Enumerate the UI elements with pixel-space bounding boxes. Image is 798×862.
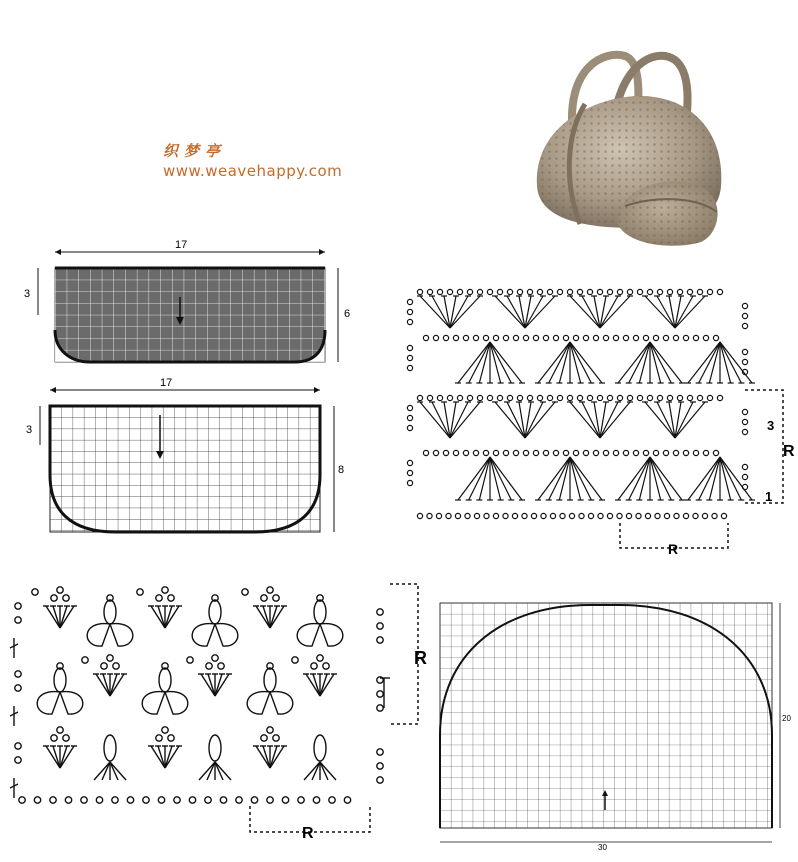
clover-stitch-chart xyxy=(0,578,440,840)
chain-stitch xyxy=(473,335,478,340)
chain-stitch xyxy=(112,797,118,803)
chain-stitch xyxy=(683,335,688,340)
chain-stitch xyxy=(543,335,548,340)
chain-stitch xyxy=(647,395,652,400)
chain-stitch xyxy=(292,657,298,663)
chain-stitch xyxy=(168,735,174,741)
chain-stitch xyxy=(437,289,442,294)
chain-stitch xyxy=(15,603,21,609)
chain-stitch xyxy=(497,395,502,400)
chain-stitch xyxy=(537,395,542,400)
chain-stitch xyxy=(19,797,25,803)
chain-stitch xyxy=(721,513,726,518)
chain-stitch xyxy=(63,735,69,741)
chain-stitch xyxy=(205,797,211,803)
chain-stitch xyxy=(483,450,488,455)
chain-stitch xyxy=(417,289,422,294)
chain-stitch xyxy=(507,395,512,400)
chain-stitch xyxy=(636,513,641,518)
chain-stitch xyxy=(527,289,532,294)
chain-stitch xyxy=(34,797,40,803)
chain-stitch xyxy=(588,513,593,518)
chain-stitch xyxy=(541,513,546,518)
chain-stitch xyxy=(503,450,508,455)
chain-stitch xyxy=(563,450,568,455)
chain-stitch xyxy=(261,735,267,741)
chain-stitch xyxy=(212,655,218,661)
chain-stitch xyxy=(717,395,722,400)
chain-stitch xyxy=(32,589,38,595)
treble-stitch xyxy=(650,457,671,500)
chain-stitch xyxy=(677,395,682,400)
chain-stitch xyxy=(463,335,468,340)
clover-petal xyxy=(314,600,326,624)
clover-petal xyxy=(264,668,276,692)
chain-stitch xyxy=(677,289,682,294)
chain-stitch xyxy=(693,335,698,340)
chain-stitch xyxy=(607,395,612,400)
chain-stitch xyxy=(493,335,498,340)
rows-bottom-label: 1 xyxy=(765,489,773,504)
chain-stitch xyxy=(447,395,452,400)
chain-stitch xyxy=(487,289,492,294)
chain-stitch xyxy=(577,289,582,294)
chain-stitch xyxy=(467,395,472,400)
width-dimension xyxy=(55,249,325,255)
chain-stitch xyxy=(623,450,628,455)
chain-stitch xyxy=(317,655,323,661)
chain-stitch xyxy=(427,395,432,400)
chain-stitch xyxy=(517,289,522,294)
chain-stitch xyxy=(267,797,273,803)
chain-stitch xyxy=(523,335,528,340)
chain-stitch xyxy=(446,513,451,518)
chain-stitch xyxy=(713,335,718,340)
chain-stitch xyxy=(587,395,592,400)
chain-stitch xyxy=(655,513,660,518)
chain-stitch xyxy=(474,513,479,518)
chain-stitch xyxy=(653,450,658,455)
chain-stitch xyxy=(57,727,63,733)
chain-stitch xyxy=(527,395,532,400)
chain-stitch xyxy=(687,395,692,400)
chain-stitch xyxy=(57,587,63,593)
flap-right-dimension: 6 xyxy=(344,308,351,320)
clover-repeat-label-bottom: R xyxy=(302,825,314,840)
flap-chart xyxy=(20,235,360,370)
chain-stitch xyxy=(417,395,422,400)
bag-width-label: 30 xyxy=(598,843,607,852)
treble-stitch xyxy=(650,342,671,383)
chain-stitch xyxy=(15,671,21,677)
chain-stitch xyxy=(377,777,383,783)
chain-stitch xyxy=(282,797,288,803)
chain-stitch xyxy=(162,727,168,733)
chain-stitch xyxy=(573,335,578,340)
chain-stitch xyxy=(583,450,588,455)
treble-stitch xyxy=(720,457,741,500)
chain-stitch xyxy=(377,637,383,643)
clover-repeat-label-side: R xyxy=(414,648,427,668)
chain-stitch xyxy=(550,513,555,518)
chain-stitch xyxy=(493,450,498,455)
chain-stitch xyxy=(702,513,707,518)
clover-petal xyxy=(54,668,66,692)
chain-stitch xyxy=(569,513,574,518)
pouch-right-dimension: 8 xyxy=(338,464,345,476)
chain-stitch xyxy=(517,395,522,400)
chain-stitch xyxy=(377,749,383,755)
chain-stitch xyxy=(637,395,642,400)
chain-stitch xyxy=(603,335,608,340)
chain-stitch xyxy=(423,335,428,340)
chain-stitch xyxy=(107,655,113,661)
chain-stitch xyxy=(647,289,652,294)
chain-stitch xyxy=(560,513,565,518)
chain-stitch xyxy=(96,797,102,803)
chain-stitch xyxy=(267,727,273,733)
chain-stitch xyxy=(683,513,688,518)
chain-stitch xyxy=(547,289,552,294)
chain-stitch xyxy=(187,657,193,663)
chain-stitch xyxy=(497,289,502,294)
chain-stitch xyxy=(643,450,648,455)
chain-stitch xyxy=(189,797,195,803)
chain-stitch xyxy=(487,395,492,400)
chain-stitch xyxy=(693,450,698,455)
chain-stitch xyxy=(673,335,678,340)
treble-stitch xyxy=(469,457,490,500)
chain-stitch xyxy=(703,450,708,455)
chain-stitch xyxy=(507,289,512,294)
chain-stitch xyxy=(683,450,688,455)
treble-stitch xyxy=(549,457,570,500)
chain-stitch xyxy=(427,289,432,294)
chain-stitch xyxy=(15,617,21,623)
chain-stitch xyxy=(613,450,618,455)
chain-stitch xyxy=(477,395,482,400)
treble-stitch xyxy=(549,342,570,383)
chain-stitch xyxy=(503,335,508,340)
chain-stitch xyxy=(273,735,279,741)
chain-stitch xyxy=(707,289,712,294)
chain-stitch xyxy=(627,395,632,400)
treble-stitch xyxy=(570,457,591,500)
chain-stitch xyxy=(473,450,478,455)
chain-stitch xyxy=(579,513,584,518)
chain-stitch xyxy=(453,450,458,455)
chain-stitch xyxy=(557,289,562,294)
chain-stitch xyxy=(267,587,273,593)
chain-stitch xyxy=(251,797,257,803)
chain-stitch xyxy=(617,289,622,294)
clover-petal xyxy=(159,668,171,692)
treble-stitch xyxy=(720,342,741,383)
chain-stitch xyxy=(467,289,472,294)
chain-stitch xyxy=(447,289,452,294)
chain-stitch xyxy=(493,513,498,518)
chain-stitch xyxy=(667,395,672,400)
chain-stitch xyxy=(101,663,107,669)
chain-stitch xyxy=(587,289,592,294)
pouch-left-dimension: 3 xyxy=(26,424,33,436)
chain-stitch xyxy=(664,513,669,518)
knitted-handbag-photo xyxy=(525,36,771,266)
chain-stitch xyxy=(663,450,668,455)
chain-stitch xyxy=(617,395,622,400)
chain-stitch xyxy=(453,335,458,340)
chain-stitch xyxy=(82,657,88,663)
treble-stitch xyxy=(629,342,650,383)
chain-stitch xyxy=(443,450,448,455)
chain-stitch xyxy=(593,450,598,455)
chain-stitch xyxy=(218,663,224,669)
chain-stitch xyxy=(713,450,718,455)
chain-stitch xyxy=(613,335,618,340)
flap-left-dimension: 3 xyxy=(24,288,31,300)
chain-stitch xyxy=(513,335,518,340)
chain-stitch xyxy=(617,513,622,518)
chain-stitch xyxy=(693,513,698,518)
treble-stitch xyxy=(699,457,720,500)
chain-stitch xyxy=(377,609,383,615)
chain-stitch xyxy=(15,743,21,749)
chain-stitch xyxy=(687,289,692,294)
chain-stitch xyxy=(15,685,21,691)
chain-stitch xyxy=(220,797,226,803)
chain-stitch xyxy=(51,735,57,741)
chain-stitch xyxy=(433,450,438,455)
chain-stitch xyxy=(156,595,162,601)
chain-stitch xyxy=(156,735,162,741)
chain-stitch xyxy=(477,289,482,294)
chain-stitch xyxy=(623,335,628,340)
chain-stitch xyxy=(81,797,87,803)
chain-stitch xyxy=(653,335,658,340)
brand-chinese-name: 织梦亭 xyxy=(163,142,227,160)
chain-stitch xyxy=(697,395,702,400)
chain-stitch xyxy=(206,663,212,669)
chain-stitch xyxy=(313,797,319,803)
chain-stitch xyxy=(657,395,662,400)
chain-stitch xyxy=(513,450,518,455)
chain-stitch xyxy=(377,623,383,629)
chain-stitch xyxy=(50,797,56,803)
clover-petal xyxy=(209,600,221,624)
chain-stitch xyxy=(457,289,462,294)
chain-stitch xyxy=(573,450,578,455)
chain-stitch xyxy=(457,395,462,400)
chain-stitch xyxy=(637,289,642,294)
repeat-label-side: R xyxy=(783,443,795,460)
chain-stitch xyxy=(158,797,164,803)
chain-stitch xyxy=(236,797,242,803)
rows-top-label: 3 xyxy=(767,418,775,433)
chain-stitch xyxy=(577,395,582,400)
chain-stitch xyxy=(484,513,489,518)
chain-stitch xyxy=(697,289,702,294)
chain-stitch xyxy=(607,289,612,294)
treble-stitch xyxy=(699,342,720,383)
brand-url: www.weavehappy.com xyxy=(163,162,343,180)
chain-stitch xyxy=(563,335,568,340)
chain-stitch xyxy=(427,513,432,518)
chain-stitch xyxy=(242,589,248,595)
chain-stitch xyxy=(553,335,558,340)
chain-stitch xyxy=(377,763,383,769)
repeat-label-bottom: R xyxy=(668,541,679,557)
chain-stitch xyxy=(533,450,538,455)
pouch-chart xyxy=(20,375,360,540)
bag-height-label: 20 xyxy=(782,714,791,723)
chain-stitch xyxy=(503,513,508,518)
chain-stitch xyxy=(717,289,722,294)
treble-stitch xyxy=(469,342,490,383)
chain-stitch xyxy=(537,289,542,294)
chain-stitch xyxy=(113,663,119,669)
chain-stitch xyxy=(557,395,562,400)
clover-petal xyxy=(104,600,116,624)
chain-stitch xyxy=(553,450,558,455)
chain-stitch xyxy=(531,513,536,518)
chain-stitch xyxy=(626,513,631,518)
chain-stitch xyxy=(377,691,383,697)
chain-stitch xyxy=(127,797,133,803)
bag-body-chart xyxy=(430,595,798,857)
chain-stitch xyxy=(567,289,572,294)
chain-stitch xyxy=(674,513,679,518)
treble-stitch xyxy=(490,342,511,383)
chain-stitch xyxy=(483,335,488,340)
chain-stitch xyxy=(51,595,57,601)
chain-stitch xyxy=(667,289,672,294)
chain-stitch xyxy=(633,450,638,455)
chain-stitch xyxy=(377,705,383,711)
chain-stitch xyxy=(174,797,180,803)
chain-stitch xyxy=(633,335,638,340)
chain-stitch xyxy=(465,513,470,518)
chain-stitch xyxy=(593,335,598,340)
chain-stitch xyxy=(329,797,335,803)
chain-stitch xyxy=(597,395,602,400)
chain-stitch xyxy=(673,450,678,455)
chain-stitch xyxy=(433,335,438,340)
chain-stitch xyxy=(597,289,602,294)
chain-stitch xyxy=(15,757,21,763)
chain-stitch xyxy=(443,335,448,340)
chain-stitch xyxy=(423,450,428,455)
chain-stitch xyxy=(522,513,527,518)
chain-stitch xyxy=(643,335,648,340)
chain-stitch xyxy=(533,335,538,340)
chain-stitch xyxy=(323,663,329,669)
chain-stitch xyxy=(712,513,717,518)
chain-stitch xyxy=(261,595,267,601)
chain-stitch xyxy=(168,595,174,601)
chain-stitch xyxy=(627,289,632,294)
chain-stitch xyxy=(437,395,442,400)
chain-stitch xyxy=(463,450,468,455)
chain-stitch xyxy=(162,587,168,593)
treble-stitch xyxy=(629,457,650,500)
chain-stitch xyxy=(567,395,572,400)
chain-stitch xyxy=(436,513,441,518)
chain-stitch xyxy=(598,513,603,518)
chain-stitch xyxy=(603,450,608,455)
chain-stitch xyxy=(311,663,317,669)
chain-stitch xyxy=(344,797,350,803)
chain-stitch xyxy=(137,589,143,595)
chain-stitch xyxy=(523,450,528,455)
chain-stitch xyxy=(645,513,650,518)
chain-stitch xyxy=(607,513,612,518)
chain-stitch xyxy=(512,513,517,518)
chain-stitch xyxy=(657,289,662,294)
chain-stitch xyxy=(63,595,69,601)
fan-stitch-chart xyxy=(400,278,798,558)
chain-stitch xyxy=(65,797,71,803)
chain-stitch xyxy=(547,395,552,400)
chain-stitch xyxy=(455,513,460,518)
treble-stitch xyxy=(490,457,511,500)
chain-stitch xyxy=(298,797,304,803)
chain-stitch xyxy=(707,395,712,400)
chain-stitch xyxy=(543,450,548,455)
treble-stitch xyxy=(570,342,591,383)
chain-stitch xyxy=(663,335,668,340)
chain-stitch xyxy=(273,595,279,601)
pouch-width-label: 17 xyxy=(160,377,173,389)
chain-stitch xyxy=(417,513,422,518)
chain-stitch xyxy=(583,335,588,340)
chain-stitch xyxy=(703,335,708,340)
chain-stitch xyxy=(143,797,149,803)
flap-width-label: 17 xyxy=(175,239,188,251)
